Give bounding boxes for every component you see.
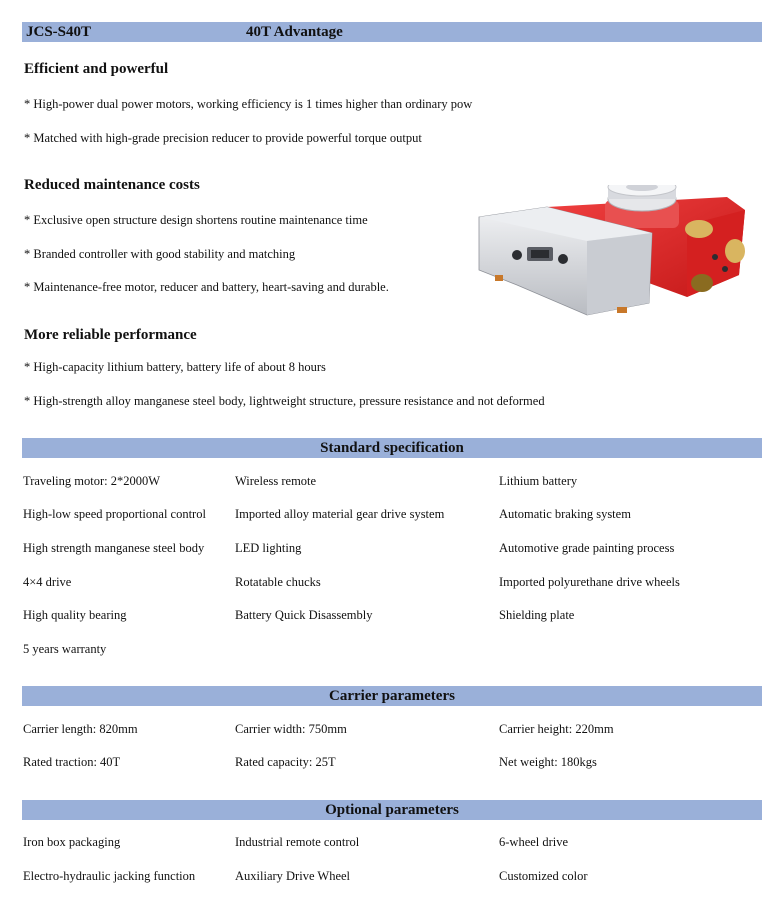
carrier-cell: Carrier height: 220mm [499, 722, 614, 736]
standard-spec-bar [22, 438, 762, 458]
standard-spec-title: Standard specification [320, 440, 464, 456]
advantage-bullet: * High-capacity lithium battery, battery life of about 8 hours [24, 360, 326, 374]
spec-cell: 5 years warranty [23, 642, 107, 656]
optional-cell: Iron box packaging [23, 835, 121, 849]
optional-cell: Auxiliary Drive Wheel [235, 869, 351, 883]
advantage-bullet: * High-strength alloy manganese steel body, lightweight structure, pressure resistance and not deformed [24, 394, 545, 408]
spec-cell: High quality bearing [23, 608, 127, 622]
advantage-bullet: * Exclusive open structure design shortens routine maintenance time [24, 213, 368, 227]
header-bar [22, 22, 762, 42]
optional-cell: Customized color [499, 869, 588, 883]
advantage-bullet: * High-power dual power motors, working efficiency is 1 times higher than ordinary pow [24, 97, 473, 111]
advantage-bullet: * Matched with high-grade precision reducer to provide powerful torque output [24, 131, 422, 145]
spec-cell: Imported alloy material gear drive system [235, 507, 445, 521]
optional-cell: Electro-hydraulic jacking function [23, 869, 196, 883]
model-name: JCS-S40T [26, 24, 92, 40]
spec-cell: High strength manganese steel body [23, 541, 205, 555]
carrier-cell: Net weight: 180kgs [499, 755, 597, 769]
spec-cell: Automotive grade painting process [499, 541, 675, 555]
carrier-params-bar [22, 686, 762, 706]
advantage-heading-2: Reduced maintenance costs [24, 177, 200, 193]
spec-cell: Battery Quick Disassembly [235, 608, 373, 622]
advantage-bullet: * Maintenance-free motor, reducer and battery, heart-saving and durable. [24, 280, 389, 294]
spec-cell: Wireless remote [235, 474, 317, 488]
optional-cell: Industrial remote control [235, 835, 360, 849]
carrier-cell: Carrier length: 820mm [23, 722, 138, 736]
spec-cell: Lithium battery [499, 474, 578, 488]
advantage-heading-3: More reliable performance [24, 327, 197, 343]
spec-cell: Shielding plate [499, 608, 575, 622]
advantage-title: 40T Advantage [246, 24, 343, 40]
optional-cell: 6-wheel drive [499, 835, 569, 849]
optional-params-title: Optional parameters [325, 802, 459, 818]
carrier-cell: Rated capacity: 25T [235, 755, 336, 769]
advantage-bullet: * Branded controller with good stability and matching [24, 247, 296, 261]
spec-cell: LED lighting [235, 541, 302, 555]
spec-cell: Imported polyurethane drive wheels [499, 575, 680, 589]
spec-cell: 4×4 drive [23, 575, 72, 589]
optional-params-bar [22, 800, 762, 820]
product-image [477, 185, 762, 320]
spec-cell: Traveling motor: 2*2000W [23, 474, 161, 488]
spec-cell: Automatic braking system [499, 507, 631, 521]
spec-cell: Rotatable chucks [235, 575, 321, 589]
carrier-params-title: Carrier parameters [329, 688, 455, 704]
carrier-cell: Rated traction: 40T [23, 755, 121, 769]
advantage-heading-1: Efficient and powerful [24, 61, 169, 77]
carrier-cell: Carrier width: 750mm [235, 722, 347, 736]
spec-cell: High-low speed proportional control [23, 507, 206, 521]
